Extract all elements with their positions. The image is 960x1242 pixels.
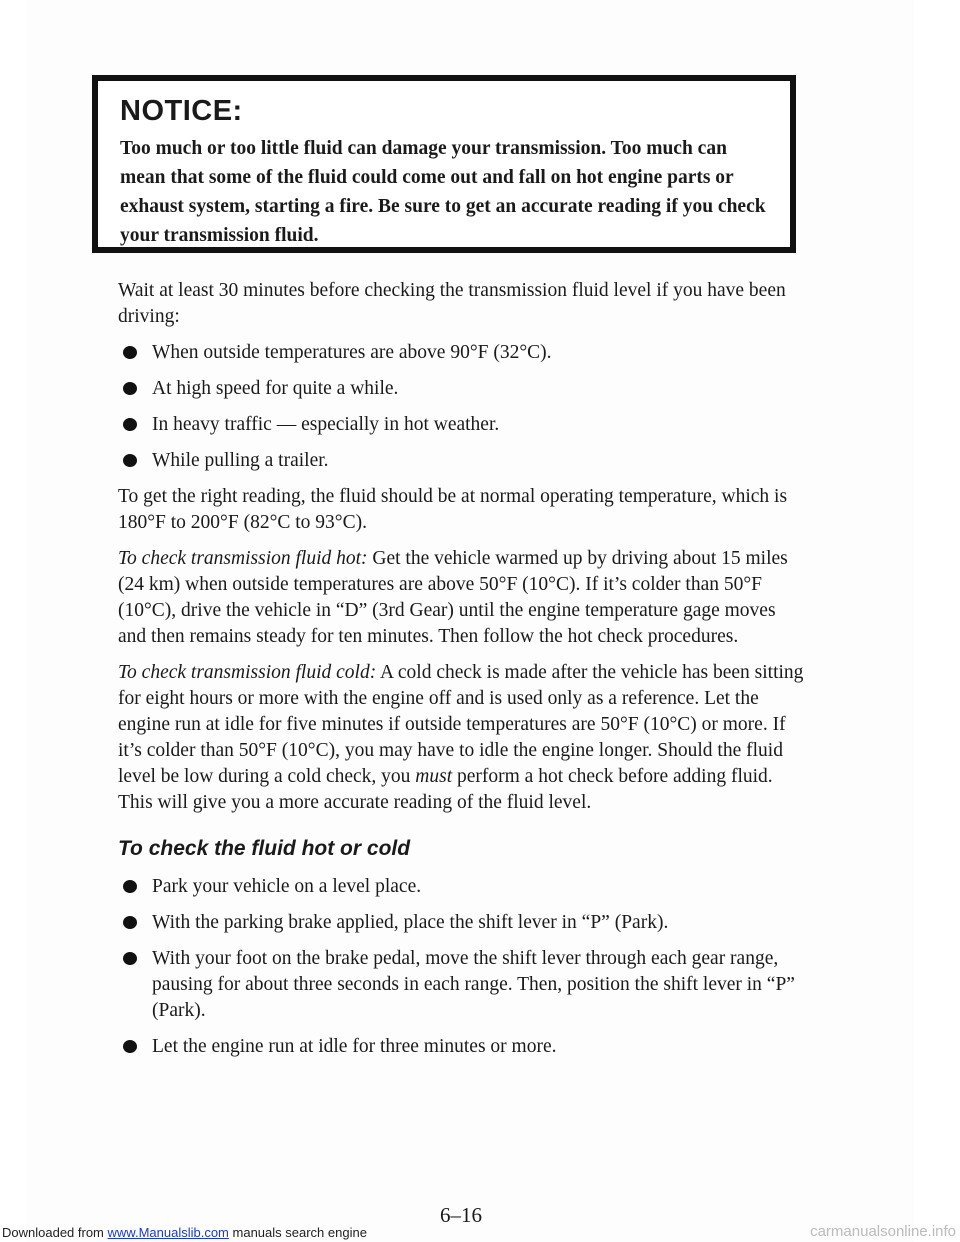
list-item: At high speed for quite a while. <box>118 376 808 402</box>
footer-suffix: manuals search engine <box>232 1225 367 1240</box>
notice-text: Too much or too little fluid can damage your transmission. Too much can mean that some of the fluid could come out and fall on hot engine parts or exhaust system, starting a fire. Be sure to get an accurate reading if you check your transmission fluid. <box>120 138 766 246</box>
list-item: Park your vehicle on a level place. <box>118 874 808 900</box>
body-text <box>118 278 808 1070</box>
cold-check-emphasis: must <box>415 766 453 787</box>
bullet-icon <box>123 382 137 395</box>
list-item: With the parking brake applied, place the shift lever in “P” (Park). <box>118 910 808 936</box>
hot-check-lead: To check transmission fluid hot: <box>118 548 368 569</box>
section-heading: To check the fluid hot or cold <box>118 837 411 860</box>
hot-check-text: Get the vehicle warmed up by driving about 15 miles (24 km) when outside temperatures are above 50°F (10°C). If it’s colder than 50°F (10°C), drive the vehicle in “D” (3rd Gear) until the engine temperature gage moves and then remains steady for ten minutes. Then follow the hot check procedures. <box>118 548 788 647</box>
cold-check-lead: To check transmission fluid cold: <box>118 662 377 683</box>
conditions-list <box>118 340 808 474</box>
list-item: In heavy traffic — especially in hot weather. <box>118 412 808 438</box>
list-item: When outside temperatures are above 90°F (32°C). <box>118 340 808 366</box>
hot-check-paragraph <box>118 546 808 650</box>
bullet-icon <box>123 916 137 929</box>
notice-title: NOTICE: <box>120 95 243 127</box>
intro-paragraph: Wait at least 30 minutes before checking the transmission fluid level if you have been driving: <box>118 280 786 327</box>
footer-prefix: Downloaded from <box>2 1225 104 1240</box>
bullet-icon <box>123 346 137 359</box>
cold-check-text: A cold check is made after the vehicle has been sitting for eight hours or more with the engine off and is used only as a reference. Let the engine run at idle for five minutes if outside temperatures are 50°F (10°C) or more. If it’s colder than 50°F (10°C), you may have to idle the engine longer. Should the fluid level be low during a cold check, you <box>118 662 804 787</box>
steps-list <box>118 874 808 1060</box>
list-item: Let the engine run at idle for three minutes or more. <box>118 1034 808 1060</box>
bullet-icon <box>123 454 137 467</box>
bullet-icon <box>123 880 137 893</box>
page-number: 6–16 <box>440 1203 482 1227</box>
cold-check-paragraph <box>118 660 808 816</box>
watermark-text: carmanualsonline.info <box>810 1223 956 1240</box>
list-item: While pulling a trailer. <box>118 448 808 474</box>
list-item: With your foot on the brake pedal, move the shift lever through each gear range, pausing for about three seconds in each range. Then, position the shift lever in “P” (Park). <box>118 946 808 1024</box>
download-footer <box>2 1225 367 1240</box>
normal-temp-paragraph: To get the right reading, the fluid should be at normal operating temperature, which is 180°F to 200°F (82°C to 93°C). <box>118 486 788 533</box>
bullet-icon <box>123 418 137 431</box>
manualslib-link[interactable]: www.Manualslib.com <box>107 1225 229 1240</box>
cold-check-text-continued: perform a hot check before adding fluid. This will give you a more accurate reading of the fluid level. <box>118 766 773 813</box>
bullet-icon <box>123 1040 137 1053</box>
bullet-icon <box>123 952 137 965</box>
notice-box <box>92 75 796 253</box>
